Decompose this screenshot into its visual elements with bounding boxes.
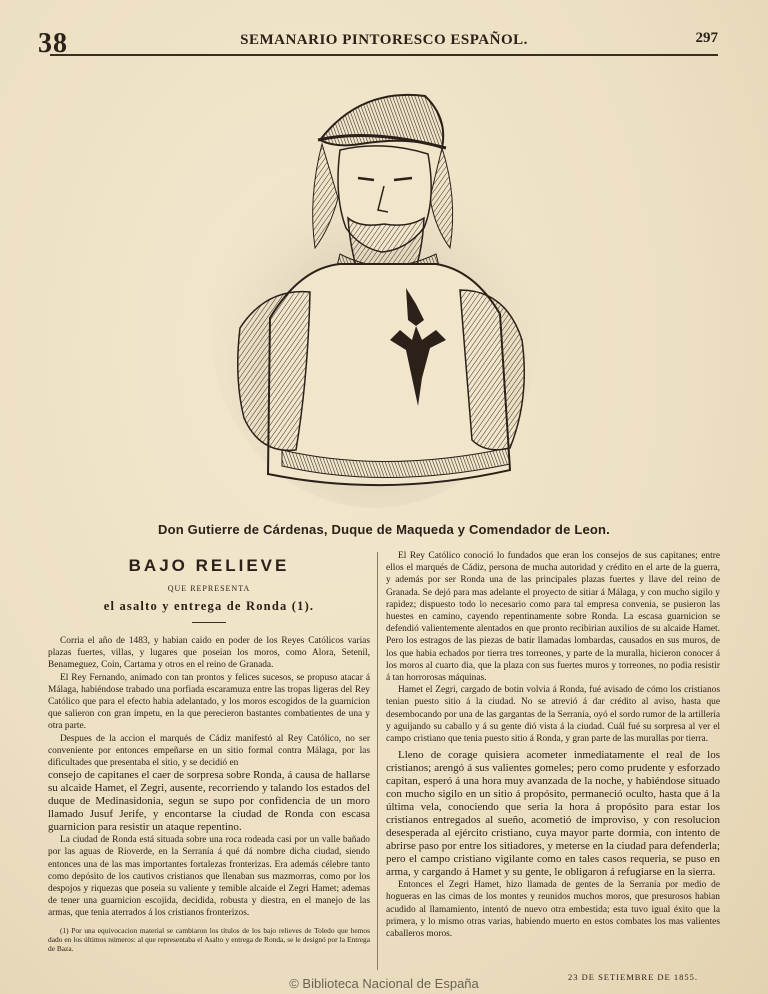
paragraph: La ciudad de Ronda está situada sobre una roca rodeada casi por un valle bañado por las aguas de Rioverde, en la Serranía á qué dá nombre dicha ciudad, siendo entonces una de las mas importantes fortalezas fronterizas. Era además célebre tanto como depósito de los cautivos cristianos que llenaban sus mazmorras, como por los despojos y riquezas que poseia su valiente y temible alcaide el Zegri Hamet; ademas de tener una guarnicion escojida, decidida, robusta y diestra, en el manejo de las armas, que tenia aterrados á los cristianos fronterizos. [48, 835, 370, 919]
paragraph: Hamet el Zegri, cargado de botin volvia á Ronda, fué avisado de cómo los cristianos tenian puesto sitio á la ciudad. No se atrevió á dar crédito al aviso, hasta que desembocando por una de las gargantas de la Serranía, oyó el sordo rumor de la artillería y aguijando su caballo y á su gente dió vista á la ciudad. Cuál fué su sorpresa al ver el campo cristiano que tenia puesto sitio á Ronda, y gran parte de las murallas por tierra. [386, 685, 720, 745]
folio-number: 38 [38, 28, 68, 59]
left-column [48, 550, 370, 970]
article-subtitle: QUE REPRESENTA [167, 584, 251, 593]
article-heading: el asalto y entrega de Ronda (1). [103, 599, 315, 613]
paragraph: El Rey Católico conoció lo fundados que eran los consejos de sus capitanes; entre ellos el marqués de Cádiz, persona de mucha autoridad y crédito en el arte de la guerra, y además por ser Ronda una de las principales plazas fuertes y llave del reino de Granada. Se dejó para mas adelante el proyecto de sitiar á Málaga, y con mucho sigilo y rapidez; dispuesto todo lo necesario como para tal empresa convenia, se pusieron las huestes en camino, cayendo repentinamente sobre Ronda. La escasa guarnicion se defendió valientemente alentados en que pronto recibirian auxilios de su alcaide Hamet. Pero los estragos de las piezas de batir llamadas lombardas, causados en sus muros, de los que habia echados por tierra tres torreones, y parte de la muralla, hicieron conocer á los moros al cuarto dia, que la plaza con sus fuertes muros y torreones, no podia resistir á tan horrorosas máquinas. [386, 551, 720, 684]
journal-title: SEMANARIO PINTORESCO ESPAÑOL. [240, 32, 528, 48]
column-divider [377, 552, 378, 970]
issue-date: 23 DE SETIEMBRE DE 1855. [567, 972, 698, 982]
illustration-caption: Don Gutierre de Cárdenas, Duque de Maqueda y Comendador de Leon. [158, 522, 610, 537]
paragraph-lead: consejo de capitanes el caer de sorpresa sobre Ronda, á causa de hallarse su alcaide Hamet, el Zegri, ausente, recorriendo y talando los estados del duque de Medinasidonia, segun se supo por confidencia de un moro llamado Jusuf Jerife, y encontarse la ciudad de Ronda con escasa guarnicion para resistir un ataque repentino. [48, 769, 370, 834]
paragraph: El Rey Fernando, animado con tan prontos y felices sucesos, se propuso atacar á Málaga, habiéndose trabado una porfiada escaramuza entre las tropas ligeras del Rey Católico que para el efecto habia adelantado, y los moros escogidos de la guarnicion que salieron con gran ímpetu, en la que perecieron bastantes combatientes de una y otra parte. [48, 672, 370, 732]
header-rule [50, 54, 718, 56]
title-rule [192, 622, 226, 623]
portrait-engraving [210, 78, 540, 508]
right-column [386, 550, 720, 970]
library-watermark: © Biblioteca Nacional de España [289, 976, 479, 991]
paragraph: Corria el año de 1483, y habian caido en poder de los Reyes Católicos varias plazas fuertes, villas, y lugares que poseian los moros, como Alora, Setenil, Benameguez, Coin, Cartama y otros en el reino de Granada. [48, 636, 370, 671]
footnote: (1) Por una equivocacion material se cambiaron los títulos de los bajo relieves de Toledo que hemos dado en los últimos números: al que representaba el Asalto y entrega de Ronda, se le designó por la Entrega de Baza. [48, 925, 370, 953]
paragraph: Entonces el Zegri Hamet, hizo llamada de gentes de la Serranía por medio de hogueras en las cimas de los montes y reunidos muchos moros, que presurosos habian acudido al llamamiento, intentó de nuevo otra embestida; esta tuvo igual éxito que la primera, y lo mismo otras varias, habiendo muerto en estos combates los mas valientes caballeros moros. [386, 880, 720, 940]
paragraph: Despues de la accion el marqués de Cádiz manifestó al Rey Católico, no ser conveniente por entonces empeñarse en un sitio formal contra Málaga, por las dificultades que presentaba el sitio, y se decidió en [48, 733, 370, 769]
article-title: BAJO RELIEVE [128, 556, 290, 575]
paragraph-lead: Lleno de corage quisiera acometer inmediatamente el real de los cristianos; arengó á sus valientes gomeles; pero como prudente y esforzado capitan, esperó á una hora muy avanzada de la noche, y habiéndose situado con mucho sigilo en un sitio á propósito, permaneció oculto, hasta que á la última vela, conociendo que seria la hora á propósito para estar los cristianos entregados al sueño, acometió de improviso, y con resolucion desesperada al ejército cristiano, cuya mayor parte dormia, con intento de abrirse paso por entre los sitiadores, y meterse en la ciudad para defenderla; pero el campo cristiano vigilante como en tales casos requeria, se puso en arma, y cargando á Hamet y su gente, le obligaron á refugiarse en la sierra. [386, 749, 720, 879]
page-number: 297 [695, 30, 718, 46]
